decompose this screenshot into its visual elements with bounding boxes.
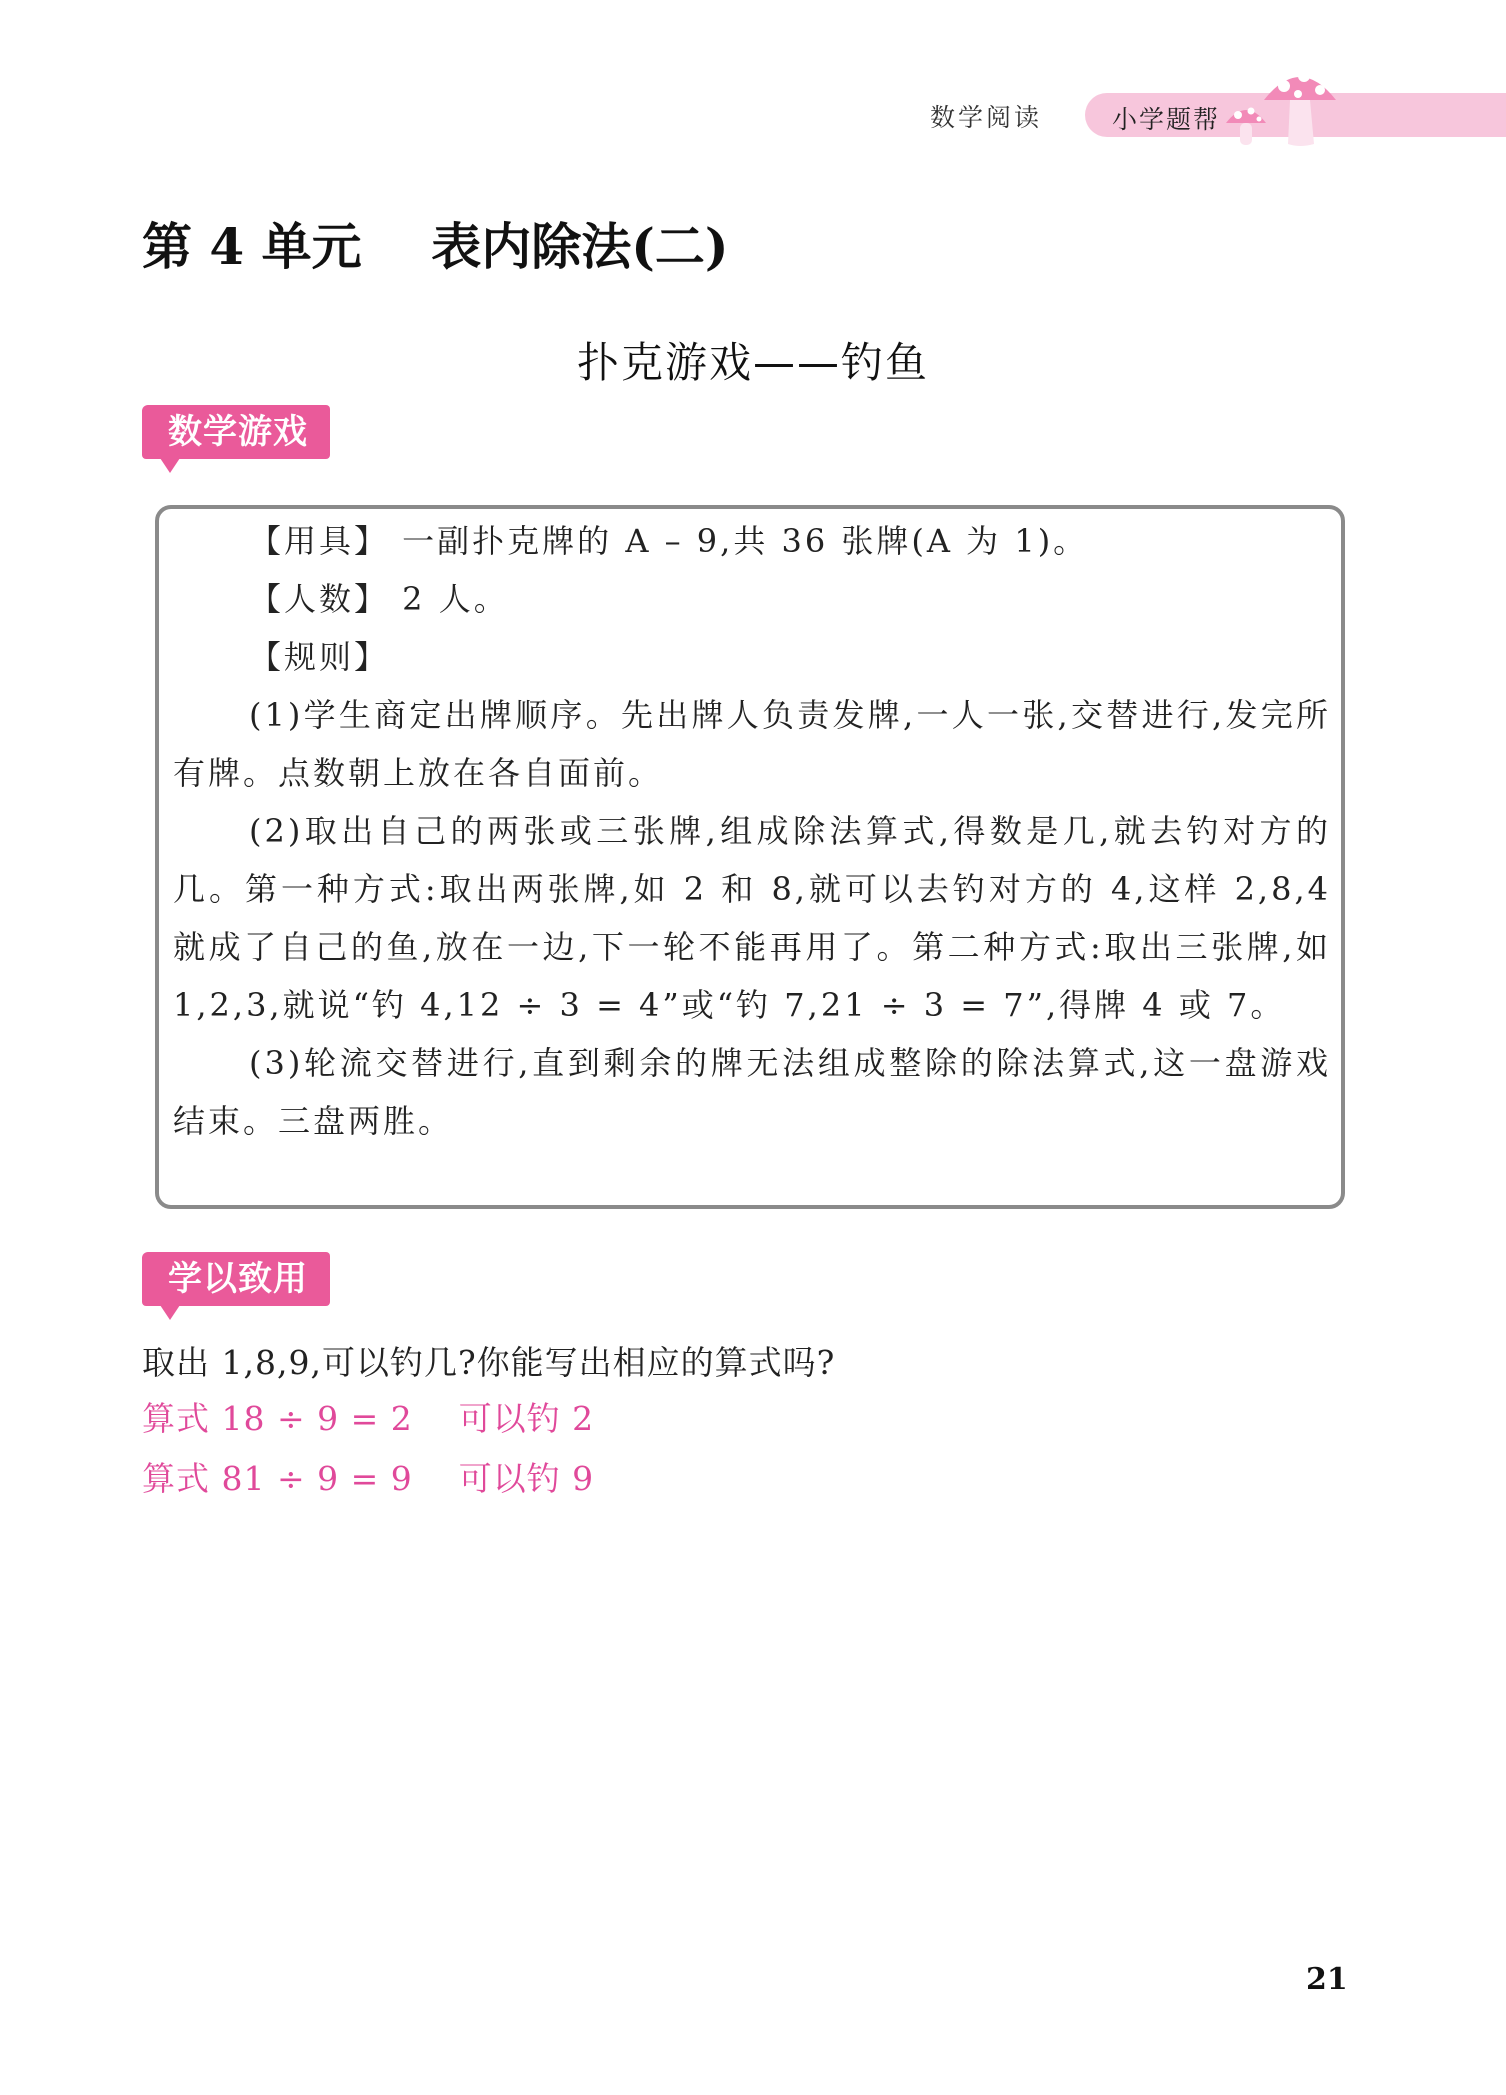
practice-question: 取出 1,8,9,可以钓几?你能写出相应的算式吗?: [142, 1343, 836, 1382]
rule-paragraph-2: (2)取出自己的两张或三张牌,组成除法算式,得数是几,就去钓对方的几。第一种方式:取出两张牌,如 2 和 8,就可以去钓对方的 4,这样 2,8,4 就成了自己的鱼,放在一边,下一轮不能再用了。第二种方式:取出三张牌,如 1,2,3,就说“钓 4,12 ÷ 3 = 4”或“钓 7,21 ÷ 3 = 7”,得牌 4 或 7。: [173, 812, 1331, 1024]
large-mushroom-icon: [1260, 58, 1340, 148]
unit-title: 第 4 单元 表内除法(二): [142, 217, 729, 276]
math-game-tag: 数学游戏: [142, 405, 330, 459]
lesson-title: 扑克游戏——钓鱼: [576, 338, 929, 387]
rule-paragraph-3: (3)轮流交替进行,直到剩余的牌无法组成整除的除法算式,这一盘游戏结束。三盘两胜。: [173, 1044, 1331, 1140]
book-section-label: 数学阅读: [930, 103, 1043, 132]
brand-label: 小学题帮: [1112, 105, 1221, 134]
page-number: 21: [1306, 1962, 1348, 1997]
rule-line-tools: 【用具】 一副扑克牌的 A – 9,共 36 张牌(A 为 1)。: [249, 522, 1089, 560]
rule-line-players: 【人数】 2 人。: [249, 580, 509, 618]
rule-paragraph-1: (1)学生商定出牌顺序。先出牌人负责发牌,一人一张,交替进行,发完所有牌。点数朝上放在各自面前。: [173, 696, 1331, 792]
rule-line-rules-heading: 【规则】: [249, 638, 390, 676]
apply-tag: 学以致用: [142, 1252, 330, 1306]
rules-text: [173, 512, 1331, 1150]
answer-line: 算式 18 ÷ 9 = 2 可以钓 2: [142, 1399, 595, 1438]
answer-line: 算式 81 ÷ 9 = 9 可以钓 9: [142, 1459, 595, 1498]
